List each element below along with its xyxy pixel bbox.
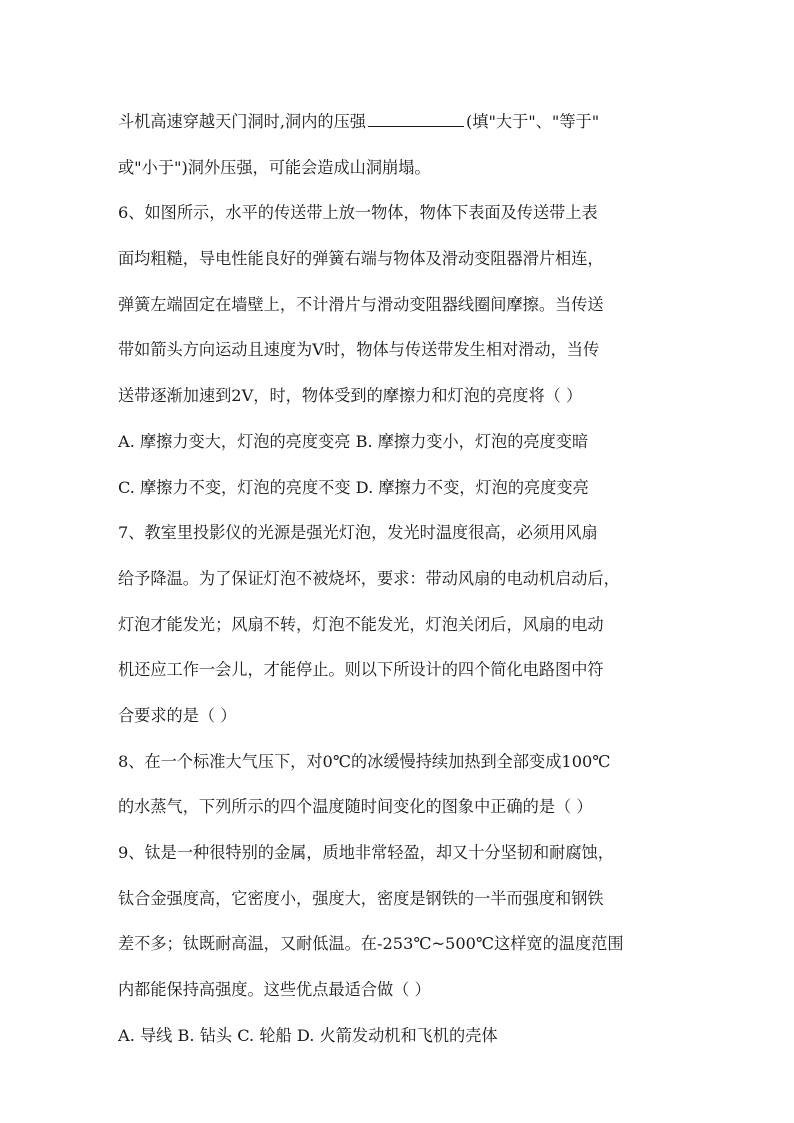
text-line <box>118 99 688 145</box>
text-line: 差不多；钛既耐高温，又耐低温。在-253℃~500℃这样宽的温度范围 <box>118 934 624 954</box>
text-line: 的水蒸气，下列所示的四个温度随时间变化的图象中正确的是（ ） <box>118 797 593 817</box>
text-line: 送带逐渐加速到2V，时，物体受到的摩擦力和灯泡的亮度将（ ） <box>118 386 583 406</box>
document-body <box>118 99 688 1058</box>
question-8-line: 8、在一个标准大气压下，对0℃的冰缓慢持续加热到全部变成100℃ <box>118 751 611 771</box>
option-line: A. 导线 B. 钻头 C. 轮船 D. 火箭发动机和飞机的壳体 <box>118 1025 498 1045</box>
text-line-start: 斗机高速穿越天门洞时,洞内的压强 <box>118 112 366 131</box>
option-line: C. 摩擦力不变，灯泡的亮度不变 D. 摩擦力不变，灯泡的亮度变亮 <box>118 477 589 497</box>
question-6-line: 6、如图所示，水平的传送带上放一物体，物体下表面及传送带上表 <box>118 203 598 223</box>
text-line-end: (填"大于"、"等于" <box>465 112 600 131</box>
text-line: 或"小于")洞外压强，可能会造成山洞崩塌。 <box>118 157 431 177</box>
option-line: A. 摩擦力变大，灯泡的亮度变亮 B. 摩擦力变小，灯泡的亮度变暗 <box>118 431 589 451</box>
text-line: 带如箭头方向运动且速度为V时，物体与传送带发生相对滑动，当传 <box>118 340 600 360</box>
text-line: 内都能保持高强度。这些优点最适合做（ ） <box>118 980 431 1000</box>
text-line: 弹簧左端固定在墙壁上，不计滑片与滑动变阻器线圈间摩擦。当传送 <box>118 294 604 314</box>
question-9-line: 9、钛是一种很特别的金属，质地非常轻盈，却又十分坚韧和耐腐蚀， <box>118 843 614 862</box>
answer-blank[interactable] <box>368 112 464 127</box>
text-line: 灯泡才能发光；风扇不转，灯泡不能发光，灯泡关闭后，风扇的电动 <box>118 614 604 634</box>
text-line: 给予降温。为了保证灯泡不被烧坏，要求：带动风扇的电动机启动后， <box>118 568 620 588</box>
question-7-line: 7、教室里投影仪的光源是强光灯泡，发光时温度很高，必须用风扇 <box>118 523 598 543</box>
text-line: 机还应工作一会儿，才能停止。则以下所设计的四个简化电路图中符 <box>118 660 604 680</box>
text-line: 钛合金强度高，它密度小，强度大，密度是钢铁的一半而强度和钢铁 <box>118 888 604 908</box>
text-line: 合要求的是（ ） <box>118 705 237 725</box>
text-line: 面均粗糙，导电性能良好的弹簧右端与物体及滑动变阻器滑片相连， <box>118 249 604 269</box>
